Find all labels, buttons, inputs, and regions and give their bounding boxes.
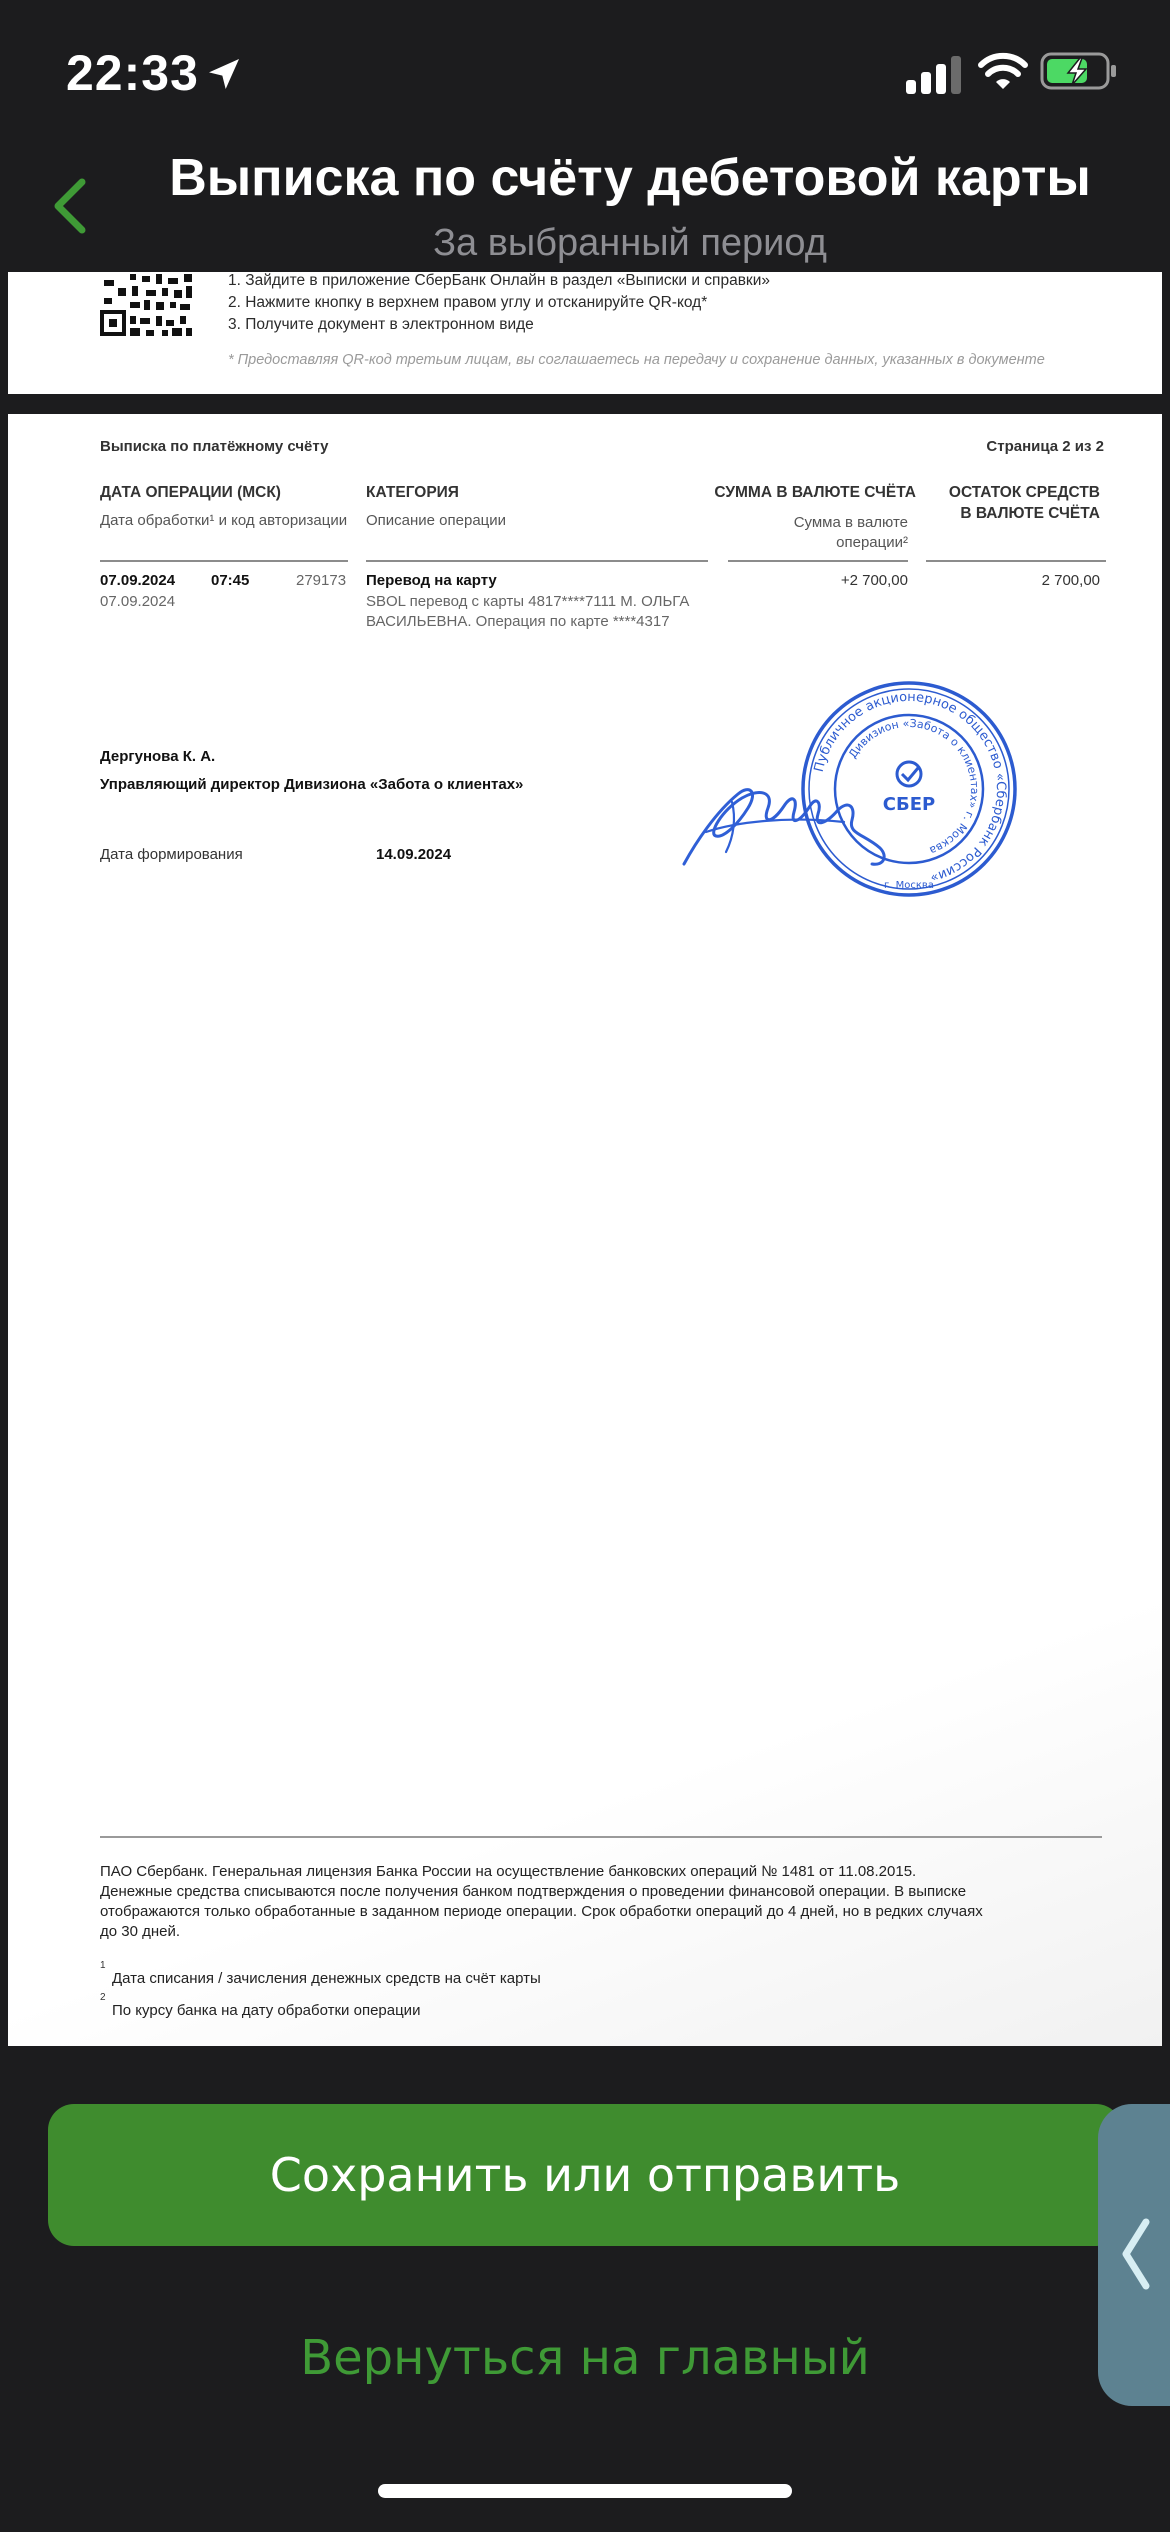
- company-stamp: [794, 674, 1024, 904]
- stamp-inner-text: Дивизион «Забота о клиентах» г. Москва: [846, 716, 982, 858]
- chevron-left-icon: [1116, 2214, 1156, 2294]
- footer-legal-text: [100, 1862, 1000, 1942]
- operation-description: SBOL перевод с карты 4817****7111 М. ОЛЬГА: [366, 593, 690, 610]
- sber-logo-icon: [897, 762, 921, 786]
- stamp-outer-text: Публичное акционерное общество «Сбербанк России»: [811, 689, 1009, 886]
- header-divider: [100, 560, 348, 562]
- footer-line: Денежные средства списываются после получения банком подтверждения о проведении финансовой операции. В выписке: [100, 1883, 967, 1900]
- column-header-date: ДАТА ОПЕРАЦИИ (МСК): [100, 484, 281, 501]
- stamp-city: г. Москва: [884, 880, 934, 891]
- column-header-category: КАТЕГОРИЯ: [366, 484, 459, 501]
- signer-position: Управляющий директор Дивизиона «Забота о клиентах»: [100, 776, 524, 793]
- footer-line: до 30 дней.: [100, 1923, 181, 1940]
- operation-time: 07:45: [211, 572, 250, 589]
- operation-amount: +2 700,00: [840, 572, 908, 589]
- column-header-amount: СУММА В ВАЛЮТЕ СЧЁТА: [714, 484, 916, 501]
- column-header-balance-1: ОСТАТОК СРЕДСТВ: [948, 484, 1100, 501]
- statement-account-label: Выписка по платёжному счёту: [100, 438, 329, 455]
- column-subheader-amount-1: Сумма в валюте: [793, 514, 908, 531]
- side-panel-tab[interactable]: [1098, 2104, 1170, 2406]
- processing-date: 07.09.2024: [100, 593, 176, 610]
- header-divider: [728, 560, 908, 562]
- battery-charging-icon: [1040, 50, 1118, 92]
- signer-name: Дергунова К. А.: [100, 748, 216, 765]
- status-time: 22:33: [66, 45, 199, 101]
- instruction-step-2: 2. Нажмите кнопку в верхнем правом углу и отсканируйте QR-код*: [228, 294, 708, 311]
- column-subheader-category: Описание операции: [366, 512, 507, 529]
- footer-divider: [100, 1836, 1102, 1838]
- qr-code-icon: [100, 272, 194, 338]
- page-number: Страница 2 из 2: [986, 438, 1104, 455]
- column-subheader-amount-2: операции²: [836, 534, 908, 551]
- footnote-mark: 2: [100, 1992, 106, 2003]
- operation-category: Перевод на карту: [366, 572, 497, 589]
- wifi-icon: [978, 52, 1028, 94]
- footer-line: отображаются только обработанные в заданном периоде операции. Срок обработки операций до 4 дней, но в редких случаях: [100, 1903, 983, 1920]
- instruction-step-3: 3. Получите документ в электронном виде: [228, 316, 534, 333]
- cellular-signal-icon: [906, 56, 962, 96]
- generation-date-label: Дата формирования: [100, 846, 243, 863]
- status-bar: [0, 0, 1170, 140]
- instruction-step-1: 1. Зайдите в приложение СберБанк Онлайн в раздел «Выписки и справки»: [228, 272, 770, 289]
- page-title: Выписка по счёту дебетовой карты: [169, 149, 1091, 207]
- page-subtitle: За выбранный период: [433, 222, 827, 264]
- operation-date: 07.09.2024: [100, 572, 176, 589]
- statement-page-1-fragment: [8, 272, 1162, 394]
- footnote-text: По курсу банка на дату обработки операции: [112, 2002, 421, 2019]
- header-divider: [926, 560, 1106, 562]
- operation-description: ВАСИЛЬЕВНА. Операция по карте ****4317: [366, 613, 670, 630]
- return-home-link[interactable]: Вернуться на главный: [300, 2330, 870, 2386]
- operation-balance: 2 700,00: [1041, 572, 1100, 589]
- auth-code: 279173: [296, 572, 347, 589]
- save-or-send-button[interactable]: Сохранить или отправить: [48, 2104, 1122, 2246]
- generation-date-value: 14.09.2024: [376, 846, 452, 863]
- home-indicator[interactable]: [378, 2484, 792, 2498]
- column-header-balance-2: В ВАЛЮТЕ СЧЁТА: [960, 505, 1100, 522]
- back-chevron-icon[interactable]: [48, 176, 92, 236]
- footer-line: ПАО Сбербанк. Генеральная лицензия Банка России на осуществление банковских операций № 1481 от 11.08.2015.: [100, 1863, 917, 1880]
- column-subheader-date: Дата обработки¹ и код авторизации: [100, 512, 348, 529]
- footnote-mark: 1: [100, 1960, 106, 1971]
- statement-page-2: [8, 414, 1162, 2046]
- header-divider: [366, 560, 708, 562]
- footnote-text: Дата списания / зачисления денежных средств на счёт карты: [112, 1970, 541, 1987]
- location-arrow-icon: [204, 54, 244, 94]
- stamp-logo-text: СБЕР: [882, 794, 936, 815]
- qr-disclaimer: * Предоставляя QR-код третьим лицам, вы соглашаетесь на передачу и сохранение данных, указанных в документе: [228, 352, 1045, 368]
